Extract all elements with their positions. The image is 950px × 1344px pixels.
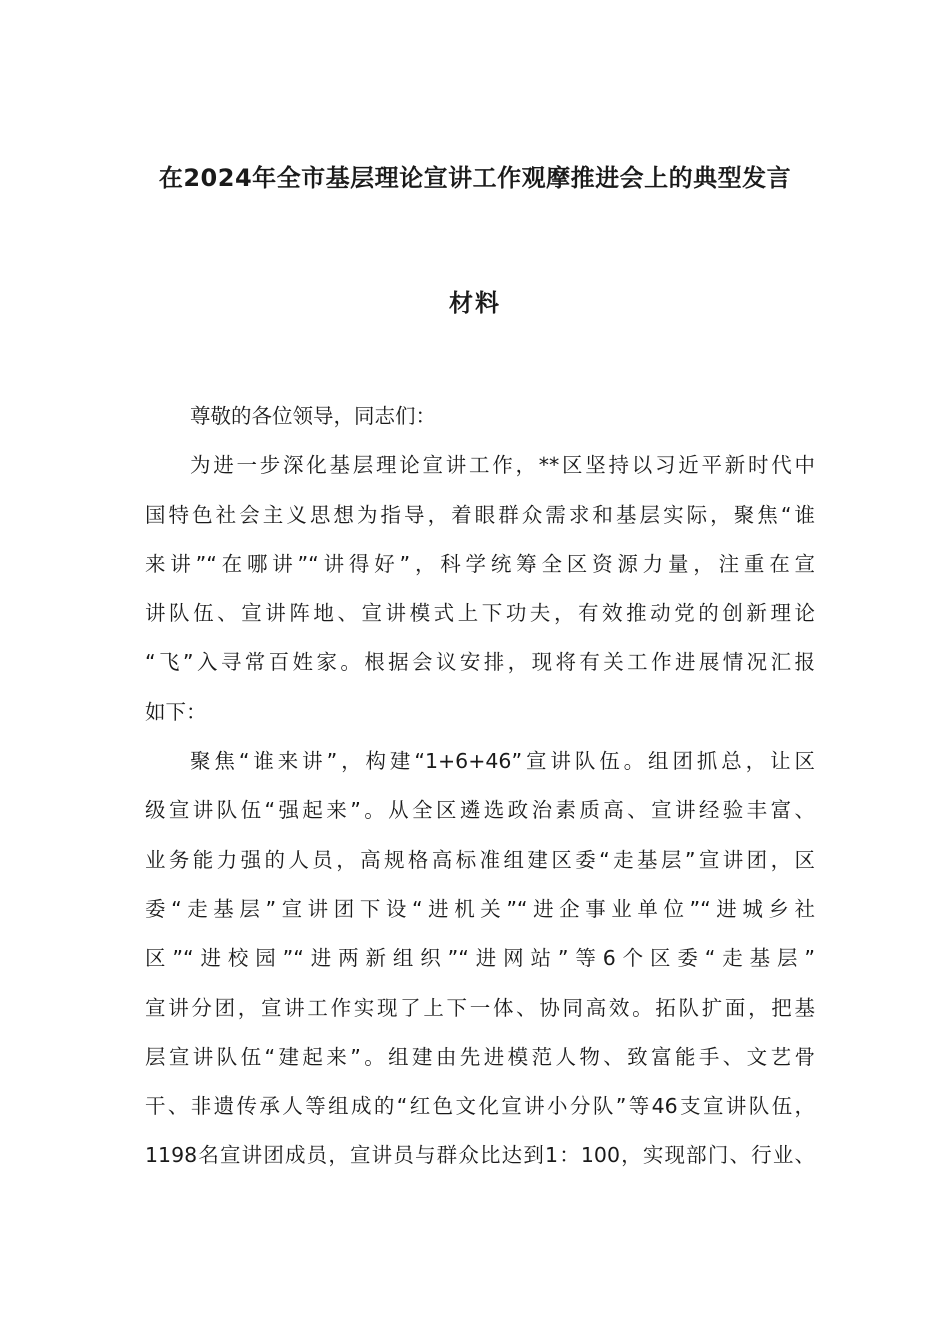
paragraph-line: 聚焦“谁来讲”，构建“1+6+46”宣讲队伍。组团抓总，让区 — [190, 749, 815, 774]
paragraph-line: 委“走基层”宣讲团下设“进机关”“进企事业单位”“进城乡社 — [145, 896, 815, 921]
salutation: 尊敬的各位领导，同志们： — [190, 404, 436, 428]
paragraph-line: 宣讲分团，宣讲工作实现了上下一体、协同高效。拓队扩面，把基 — [145, 995, 815, 1020]
paragraph-line: 1198名宣讲团成员，宣讲员与群众比达到1：100，实现部门、行业、 — [145, 1143, 815, 1168]
paragraph-line: 级宣讲队伍“强起来”。从全区遴选政治素质高、宣讲经验丰富、 — [145, 798, 815, 823]
paragraph-line: 区”“进校园”“进两新组织”“进网站”等6个区委“走基层” — [145, 946, 815, 971]
paragraph-line: 业务能力强的人员，高规格高标准组建区委“走基层”宣讲团，区 — [145, 847, 815, 872]
paragraph-line: 如下： — [145, 699, 207, 724]
paragraph-line: 讲队伍、宣讲阵地、宣讲模式上下功夫，有效推动党的创新理论 — [145, 601, 815, 626]
paragraph-line: 为进一步深化基层理论宣讲工作，**区坚持以习近平新时代中 — [190, 453, 815, 478]
paragraph-line: 层宣讲队伍“建起来”。组建由先进模范人物、致富能手、文艺骨 — [145, 1044, 815, 1069]
paragraph-line: 干、非遗传承人等组成的“红色文化宣讲小分队”等46支宣讲队伍， — [145, 1094, 815, 1119]
document-title: 在2024年全市基层理论宣讲工作观摩推进会上的典型发言 — [158, 164, 792, 192]
paragraph-line: 国特色社会主义思想为指导，着眼群众需求和基层实际，聚焦“谁 — [145, 502, 815, 527]
document-title-continued: 材料 — [449, 289, 501, 317]
document-body — [145, 392, 815, 1181]
paragraph-line: 来讲”“在哪讲”“讲得好”，科学统筹全区资源力量，注重在宣 — [145, 551, 815, 576]
paragraph-line: “飞”入寻常百姓家。根据会议安排，现将有关工作进展情况汇报 — [145, 650, 815, 675]
